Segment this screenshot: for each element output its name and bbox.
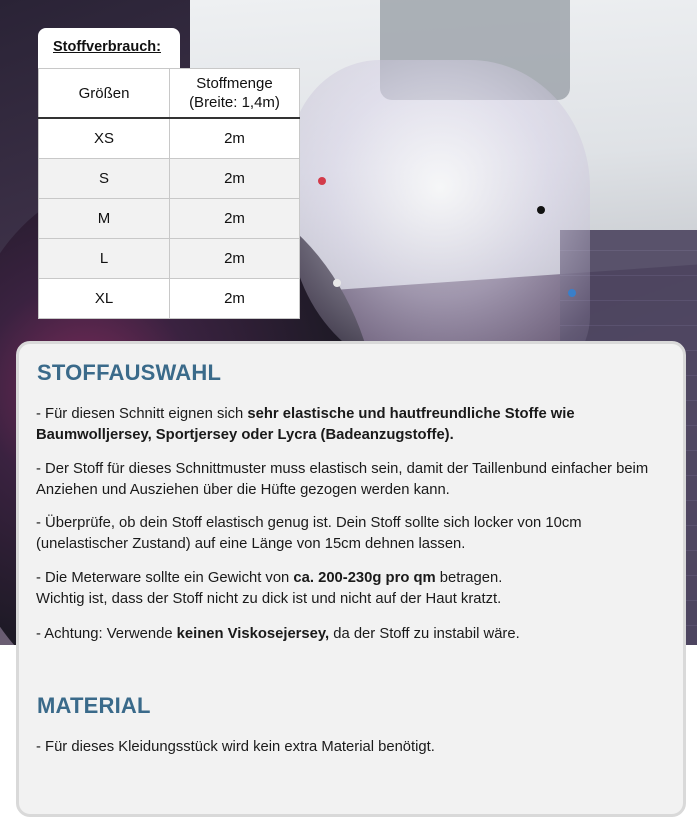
paragraph-text: - Die Meterware sollte ein Gewicht von	[36, 570, 294, 586]
table-header-row	[39, 69, 300, 119]
amount-cell: 2m	[170, 279, 300, 319]
pin-icon	[568, 289, 576, 297]
paragraph-bold-text: ca. 200-230g pro qm	[293, 570, 436, 586]
table-row	[39, 279, 300, 319]
fabric-consumption-title: Stoffverbrauch:	[53, 39, 161, 55]
size-column-header: Größen	[39, 69, 170, 119]
paragraph-bold-text: sehr elastische und hautfreundliche Stoffe wie Baumwolljersey, Sportjersey oder Lycra (Badeanzugstoffe).	[36, 406, 575, 443]
stoffauswahl-paragraph-5	[36, 624, 666, 645]
amount-cell: 2m	[170, 199, 300, 239]
stoffauswahl-paragraph-4	[36, 568, 666, 610]
table-row	[39, 239, 300, 279]
material-paragraph-1: - Für dieses Kleidungsstück wird kein extra Material benötigt.	[36, 739, 435, 755]
amount-column-header	[170, 69, 300, 119]
table-row	[39, 199, 300, 239]
paragraph-text: - Für diesen Schnitt eignen sich	[36, 406, 248, 422]
fabric-consumption-card	[38, 28, 300, 320]
stoffauswahl-paragraph-3: - Überprüfe, ob dein Stoff elastisch genug ist. Dein Stoff sollte sich locker von 10cm (unelastischer Zustand) auf eine Länge von 15cm dehnen lassen.	[36, 515, 582, 552]
paragraph-bold-text: keinen Viskosejersey,	[176, 626, 330, 642]
amount-cell: 2m	[170, 159, 300, 199]
size-cell: S	[39, 159, 170, 199]
size-cell: M	[39, 199, 170, 239]
table-row	[39, 118, 300, 159]
sheer-fabric-image	[290, 60, 590, 380]
paragraph-text: betragen.	[435, 570, 503, 586]
paragraph-text: - Achtung: Verwende	[36, 626, 177, 642]
fabric-consumption-tab	[38, 28, 180, 72]
paragraph-text: da der Stoff zu instabil wäre.	[329, 626, 520, 642]
amount-cell: 2m	[170, 118, 300, 159]
amount-header-line2: (Breite: 1,4m)	[189, 94, 280, 111]
stoffauswahl-heading: STOFFAUSWAHL	[37, 360, 222, 385]
pin-icon	[537, 206, 545, 214]
size-cell: XL	[39, 279, 170, 319]
pin-icon	[318, 177, 326, 185]
size-cell: XS	[39, 118, 170, 159]
amount-header-line1: Stoffmenge	[196, 75, 273, 92]
material-heading: MATERIAL	[37, 693, 151, 718]
size-table	[38, 68, 300, 319]
table-row	[39, 159, 300, 199]
content-panel	[16, 341, 686, 817]
stoffauswahl-paragraph-2: - Der Stoff für dieses Schnittmuster muss elastisch sein, damit der Taillenbund einfacher beim Anziehen und Ausziehen über die Hüfte gezogen werden kann.	[36, 461, 649, 498]
stoffauswahl-paragraph-1	[36, 404, 666, 446]
amount-cell: 2m	[170, 239, 300, 279]
pin-icon	[333, 279, 341, 287]
size-cell: L	[39, 239, 170, 279]
paragraph-text: Wichtig ist, dass der Stoff nicht zu dick ist und nicht auf der Haut kratzt.	[36, 591, 502, 607]
